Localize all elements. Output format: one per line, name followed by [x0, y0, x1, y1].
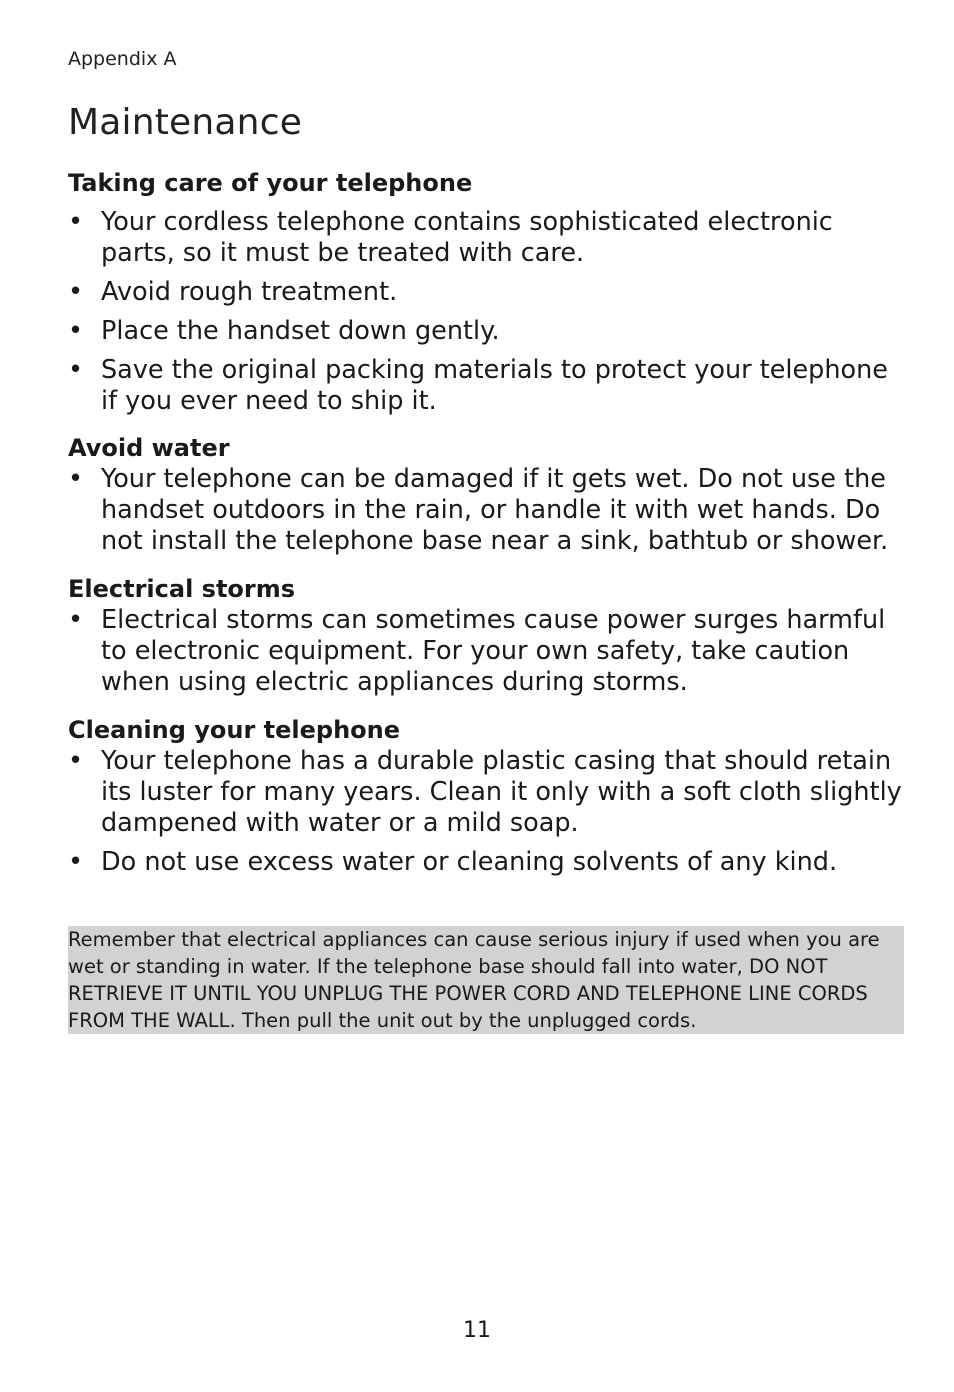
- section-heading: Taking care of your telephone: [68, 169, 473, 197]
- section-avoid-water: [68, 433, 904, 557]
- page-title: Maintenance: [68, 102, 303, 143]
- list-item: • Your cordless telephone contains sophisticated electronic parts, so it must be treated with care.: [68, 207, 904, 269]
- section-heading: Cleaning your telephone: [68, 716, 401, 744]
- appendix-label: Appendix A: [68, 48, 177, 70]
- section-taking-care: [68, 168, 904, 417]
- section-heading: Electrical storms: [68, 575, 296, 603]
- list-item: • Electrical storms can sometimes cause power surges harmful to electronic equipment. For your own safety, take caution when using electric appliances during storms.: [68, 605, 904, 698]
- list-item: • Save the original packing materials to protect your telephone if you ever need to ship it.: [68, 355, 904, 417]
- list-item: • Your telephone can be damaged if it gets wet. Do not use the handset outdoors in the rain, or handle it with wet hands. Do not install the telephone base near a sink, bathtub or shower.: [68, 464, 904, 557]
- bullet-list: [68, 464, 904, 557]
- list-item: • Place the handset down gently.: [68, 316, 904, 347]
- section-cleaning: [68, 715, 904, 878]
- warning-notice: [68, 926, 904, 1034]
- warning-notice-text: Remember that electrical appliances can cause serious injury if used when you are wet or standing in water. If the telephone base should fall into water, DO NOT RETRIEVE IT UNTIL YOU UNPLUG THE POWER CORD AND TELEPHONE LINE CORDS FROM THE WALL. Then pull the unit out by the unplugged cords.: [68, 928, 880, 1032]
- bullet-list: [68, 605, 904, 698]
- section-heading: Avoid water: [68, 434, 230, 462]
- page-number: 11: [463, 1318, 491, 1343]
- list-item: • Your telephone has a durable plastic casing that should retain its luster for many years. Clean it only with a soft cloth slightly dampened with water or a mild soap.: [68, 746, 904, 839]
- section-electrical-storms: [68, 574, 904, 698]
- bullet-list: [68, 746, 904, 878]
- bullet-list: [68, 207, 904, 417]
- list-item: • Avoid rough treatment.: [68, 277, 904, 308]
- list-item: • Do not use excess water or cleaning solvents of any kind.: [68, 847, 904, 878]
